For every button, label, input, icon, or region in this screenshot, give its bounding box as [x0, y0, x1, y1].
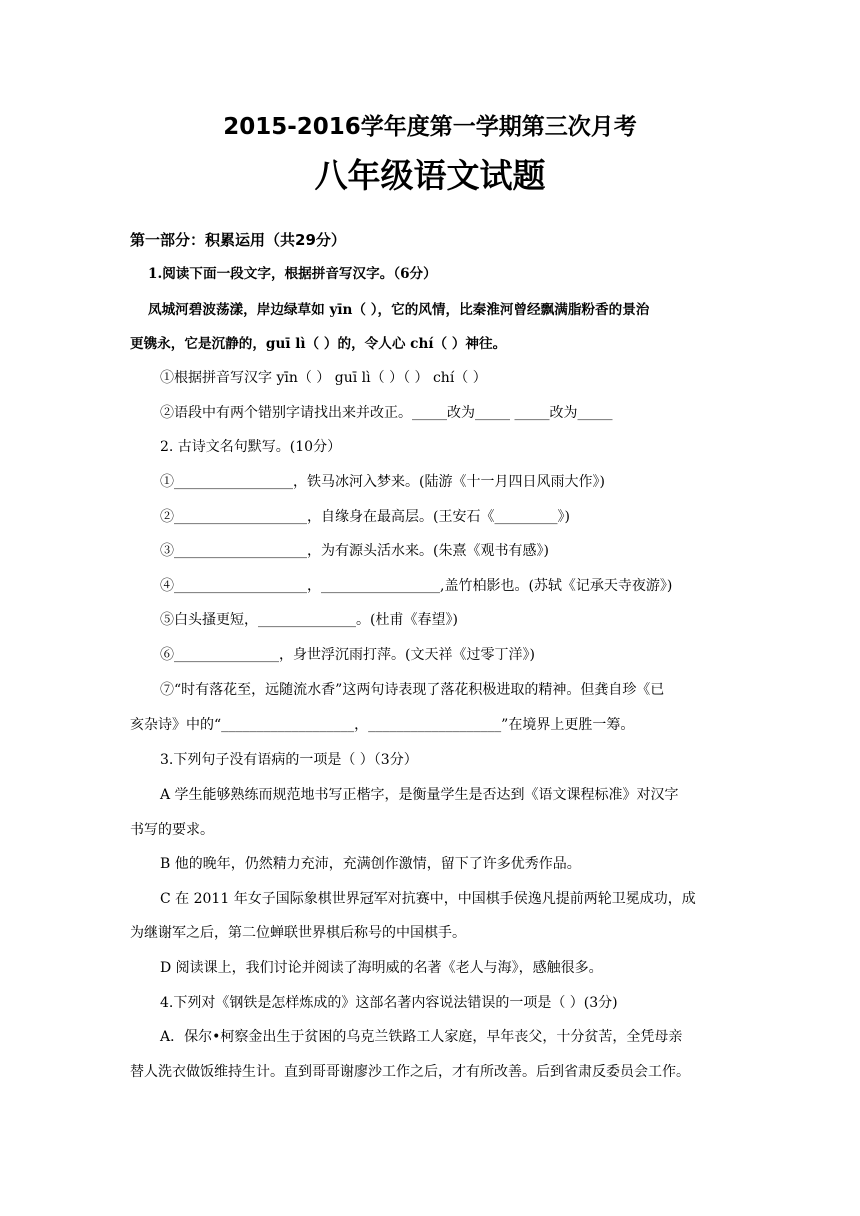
question-3-option-c-line2: 为继谢军之后，第二位蝉联世界棋后称号的中国棋手。: [130, 925, 466, 941]
question-2-item: ①_________________，铁马冰河入梦来。(陆游《十一月四日风雨大作》): [160, 474, 605, 490]
question-2-item: ⑥_______________，身世浮沉雨打萍。(文天祥《过零丁洋》): [160, 647, 535, 663]
question-2-item7-line1: ⑦“时有落花至，远随流水香”这两句诗表现了落花积极进取的精神。但龚自珍《已: [160, 682, 665, 698]
question-2-item: ④___________________，_________________,盖竹柏影也。(苏轼《记承天寺夜游》): [160, 578, 673, 594]
question-3-option-a-line2: 书写的要求。: [130, 822, 214, 838]
question-3-option-b: B 他的晚年，仍然精力充沛，充满创作激情，留下了许多优秀作品。: [160, 856, 581, 872]
question-1-stem: 1.阅读下面一段文字，根据拼音写汉字。（6分）: [148, 266, 437, 282]
question-3-option-c-line1: C 在 2011 年女子国际象棋世界冠军对抗赛中，中国棋手侯逸凡提前两轮卫冕成功，成: [160, 891, 696, 907]
question-4-stem: 4.下列对《钢铁是怎样炼成的》这部名著内容说法错误的一项是（ ）(3分): [160, 995, 618, 1011]
question-1-sub1: ①根据拼音写汉字 yīn（ ） guī lì（ ）（ ） chí（ ）: [160, 370, 487, 386]
exam-title-line2: 八年级语文试题: [314, 156, 546, 195]
exam-title-line1: 2015-2016学年度第一学期第三次月考: [223, 114, 637, 140]
question-1-passage-line2: 更镌永，它是沉静的，guī lì（ ）的，令人心 chí（ ）神往。: [130, 336, 507, 352]
question-3-option-d: D 阅读课上，我们讨论并阅读了海明威的名著《老人与海》，感触很多。: [160, 960, 603, 976]
question-2-item: ③___________________，为有源头活水来。(朱熹《观书有感》): [160, 543, 549, 559]
question-2-item7-line2: 亥杂诗》中的“___________________，___________________”在境界上更胜一筹。: [130, 717, 635, 733]
question-2-item: ⑤白头搔更短，______________。(杜甫《春望》): [160, 612, 458, 628]
question-2-stem: 2. 古诗文名句默写。(10分）: [160, 439, 342, 455]
question-4-option-a-line2: 替人洗衣做饭维持生计。直到哥哥谢廖沙工作之后，才有所改善。后到省肃反委员会工作。: [130, 1064, 690, 1080]
question-1-passage-line1: 凤城河碧波荡漾，岸边绿草如 yīn（ ），它的风情，比秦淮河曾经飘满脂粉香的景治: [148, 302, 650, 318]
question-3-stem: 3.下列句子没有语病的一项是（ ）（3分）: [160, 752, 418, 768]
question-3-option-a-line1: A 学生能够熟练而规范地书写正楷字，是衡量学生是否达到《语文课程标准》对汉字: [160, 787, 679, 803]
question-2-item: ②___________________，自缘身在最高层。(王安石《_________》): [160, 509, 570, 525]
question-4-option-a-line1: A．保尔•柯察金出生于贫困的乌克兰铁路工人家庭，早年丧父，十分贫苦，全凭母亲: [160, 1029, 683, 1045]
question-1-sub2: ②语段中有两个错别字请找出来并改正。_____改为_____ _____改为_____: [160, 405, 613, 421]
part-heading: 第一部分：积累运用（共29分）: [130, 231, 346, 249]
